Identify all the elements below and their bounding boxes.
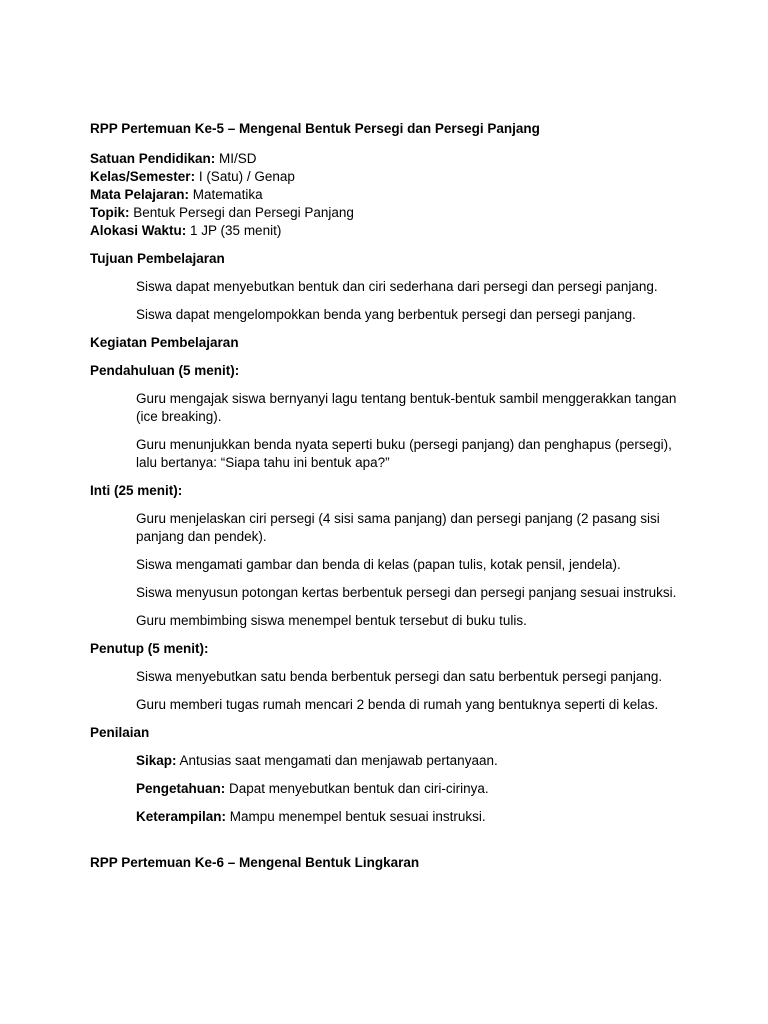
meta-block: [90, 150, 690, 240]
meta-label: Topik:: [90, 205, 130, 220]
list-item: Siswa dapat menyebutkan bentuk dan ciri sederhana dari persegi dan persegi panjang.: [136, 279, 658, 294]
meta-value: 1 JP (35 menit): [186, 223, 282, 238]
section-heading-tujuan: Tujuan Pembelajaran: [90, 251, 225, 266]
list-item: Siswa menyusun potongan kertas berbentuk persegi dan persegi panjang sesuai instruksi.: [136, 585, 677, 600]
meta-satuan: [90, 150, 690, 168]
meta-value: I (Satu) / Genap: [195, 169, 295, 184]
list-item: Guru mengajak siswa bernyanyi lagu tentang bentuk-bentuk sambil menggerakkan tangan (ice breaking).: [136, 391, 677, 424]
assessment-keterampilan: [136, 808, 684, 826]
assessment-label: Pengetahuan:: [136, 781, 226, 796]
meta-label: Alokasi Waktu:: [90, 223, 187, 238]
document-page: [90, 120, 690, 872]
section-heading-penilaian: Penilaian: [90, 725, 150, 740]
document-title: RPP Pertemuan Ke-5 – Mengenal Bentuk Persegi dan Persegi Panjang: [90, 121, 540, 136]
section-heading-kegiatan: Kegiatan Pembelajaran: [90, 335, 239, 350]
meta-kelas: [90, 168, 690, 186]
assessment-sikap: [136, 752, 684, 770]
next-document-title: RPP Pertemuan Ke-6 – Mengenal Bentuk Lingkaran: [90, 855, 420, 870]
meta-mapel: [90, 186, 690, 204]
list-item: Guru menjelaskan ciri persegi (4 sisi sama panjang) dan persegi panjang (2 pasang sisi panjang dan pendek).: [136, 511, 660, 544]
assessment-label: Keterampilan:: [136, 809, 227, 824]
assessment-pengetahuan: [136, 780, 684, 798]
subheading-inti: Inti (25 menit):: [90, 483, 183, 498]
meta-value: MI/SD: [215, 151, 257, 166]
meta-alokasi: [90, 222, 690, 240]
meta-topik: [90, 204, 690, 222]
meta-value: Bentuk Persegi dan Persegi Panjang: [129, 205, 354, 220]
list-item: Guru memberi tugas rumah mencari 2 benda di rumah yang bentuknya seperti di kelas.: [136, 697, 659, 712]
meta-label: Mata Pelajaran:: [90, 187, 190, 202]
list-item: Siswa menyebutkan satu benda berbentuk persegi dan satu berbentuk persegi panjang.: [136, 669, 663, 684]
assessment-value: Mampu menempel bentuk sesuai instruksi.: [226, 809, 486, 824]
list-item: Guru membimbing siswa menempel bentuk tersebut di buku tulis.: [136, 613, 527, 628]
subheading-penutup: Penutup (5 menit):: [90, 641, 209, 656]
meta-label: Satuan Pendidikan:: [90, 151, 216, 166]
assessment-value: Dapat menyebutkan bentuk dan ciri-cirinya.: [225, 781, 489, 796]
meta-value: Matematika: [189, 187, 263, 202]
meta-label: Kelas/Semester:: [90, 169, 196, 184]
assessment-value: Antusias saat mengamati dan menjawab pertanyaan.: [176, 753, 498, 768]
list-item: Siswa dapat mengelompokkan benda yang berbentuk persegi dan persegi panjang.: [136, 307, 636, 322]
list-item: Guru menunjukkan benda nyata seperti buku (persegi panjang) dan penghapus (persegi), lalu bertanya: “Siapa tahu ini bentuk apa?”: [136, 437, 672, 470]
subheading-pendahuluan: Pendahuluan (5 menit):: [90, 363, 240, 378]
assessment-label: Sikap:: [136, 753, 177, 768]
list-item: Siswa mengamati gambar dan benda di kelas (papan tulis, kotak pensil, jendela).: [136, 557, 621, 572]
